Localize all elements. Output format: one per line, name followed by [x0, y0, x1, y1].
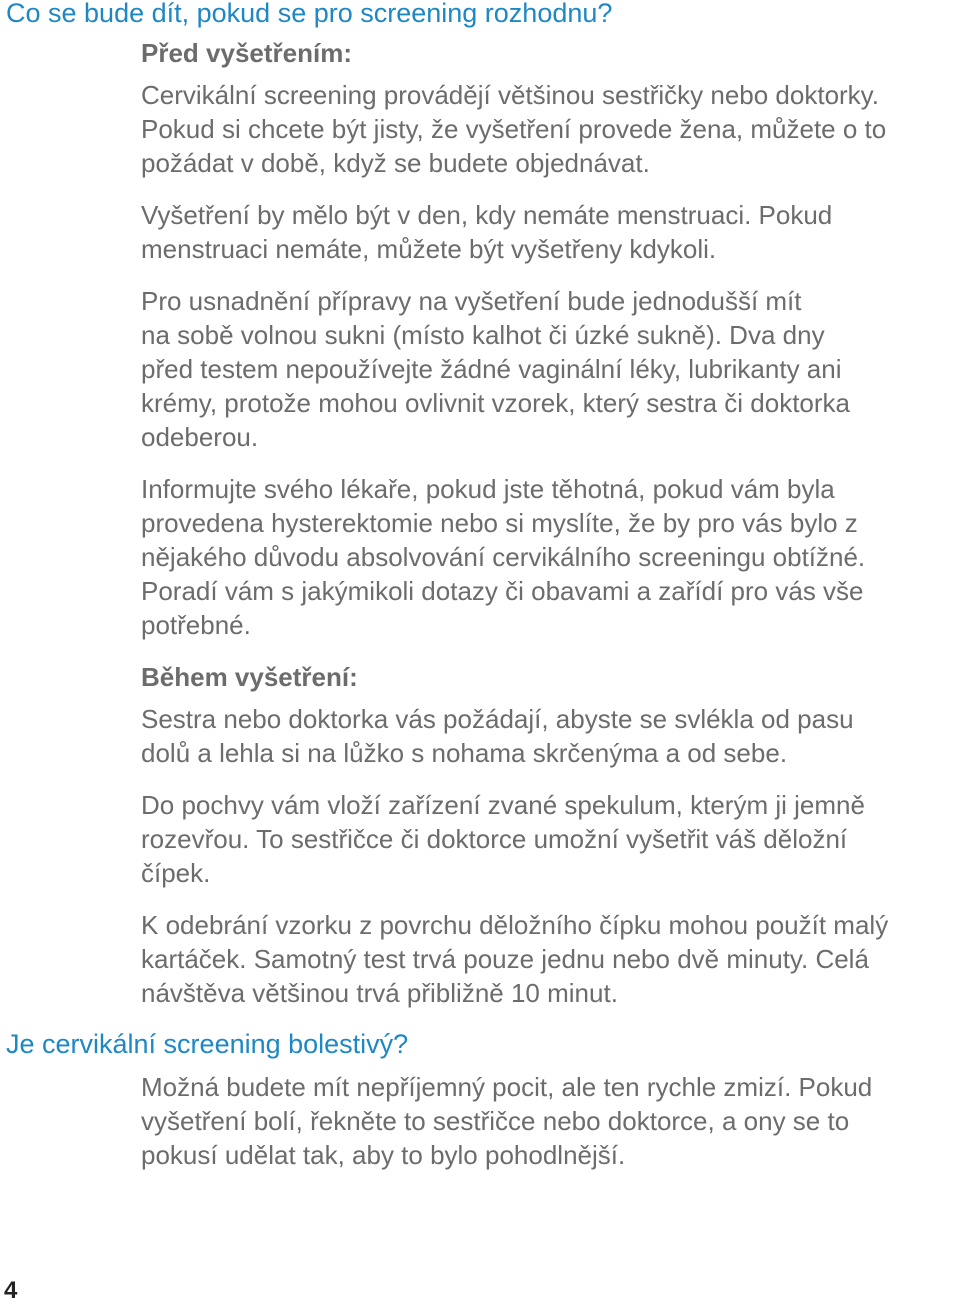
paragraph-speculum: Do pochvy vám vloží zařízení zvané spekulum, kterým ji jemně rozevřou. To sestřičce či doktorce umožní vyšetřit váš děložní čípek. [141, 790, 865, 888]
paragraph-timing: Vyšetření by mělo být v den, kdy nemáte menstruaci. Pokud menstruaci nemáte, můžete být vyšetřeny kdykoli. [141, 200, 833, 264]
section-heading-screening-decision: Co se bude dít, pokud se pro screening rozhodnu? [6, 0, 613, 28]
page-number: 4 [4, 1277, 18, 1304]
paragraph-preparation: Pro usnadnění přípravy na vyšetření bude jednodušší mít na sobě volnou sukni (místo kalhot či úzké sukně). Dva dny před testem nepoužívejte žádné vaginální léky, lubrikanty ani krémy, protože mohou ovlivnit vzorek, který sestra či doktorka odeberou. [141, 286, 850, 452]
paragraph-undress: Sestra nebo doktorka vás požádají, abyste se svlékla od pasu dolů a lehla si na lůžko s nohama skrčenýma a od sebe. [141, 704, 854, 768]
paragraph-inform-doctor: Informujte svého lékaře, pokud jste těhotná, pokud vám byla provedena hysterektomie nebo si myslíte, že by pro vás bylo z nějakého důvodu absolvování cervikálního screeningu obtížné. Poradí vám s jakýmikoli dotazy či obavami a zařídí pro vás vše potřebné. [141, 474, 866, 640]
section-heading-painful: Je cervikální screening bolestivý? [6, 1029, 409, 1059]
paragraph-discomfort: Možná budete mít nepříjemný pocit, ale ten rychle zmizí. Pokud vyšetření bolí, řekněte to sestřičce nebo doktorce, a ony se to pokusí udělat tak, aby to bylo pohodlnější. [141, 1072, 873, 1170]
paragraph-who-performs: Cervikální screening provádějí většinou sestřičky nebo doktorky. Pokud si chcete být jisty, že vyšetření provede žena, můžete o to požádat v době, když se budete objednávat. [141, 80, 887, 178]
paragraph-sample: K odebrání vzorku z povrchu děložního čípku mohou použít malý kartáček. Samotný test trvá pouze jednu nebo dvě minuty. Celá návštěva většinou trvá přibližně 10 minut. [141, 910, 889, 1008]
subheading-during-exam: Během vyšetření: [141, 662, 358, 692]
subheading-before-exam: Před vyšetřením: [141, 38, 352, 68]
